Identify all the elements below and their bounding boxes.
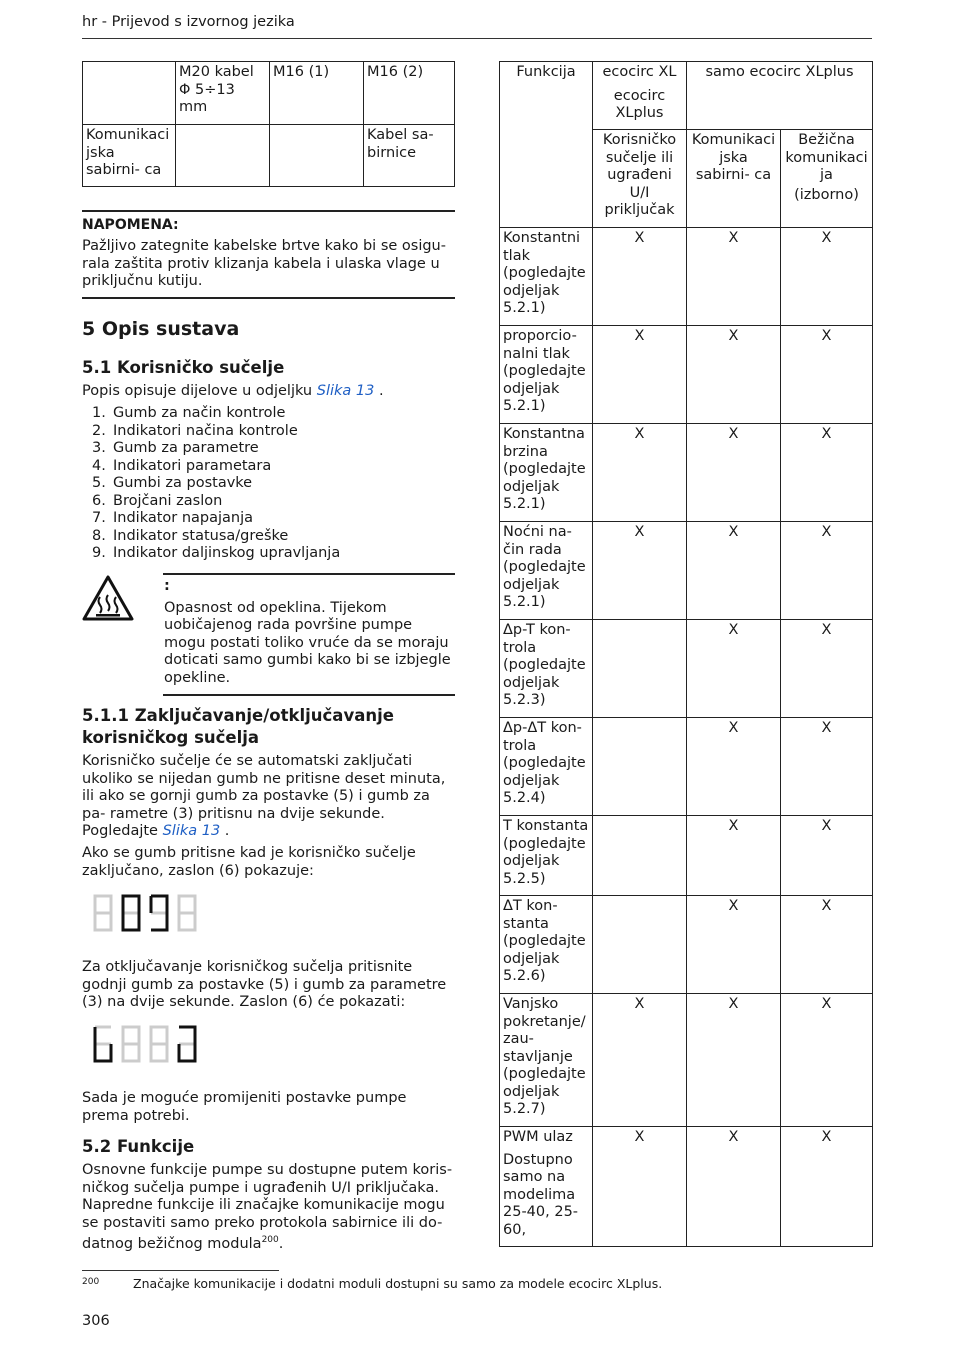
table-row: Δp-ΔT kon- trola (pogledajte odjeljak 5.2.4) X X xyxy=(500,718,873,816)
list-item: 2. Indikatori načina kontrole xyxy=(92,422,298,439)
cable-table-header-1: M20 kabel Φ 5÷13 mm xyxy=(176,62,270,125)
list-item: 1. Gumb za način kontrole xyxy=(92,405,286,421)
section-5-1-intro: Popis opisuje dijelove u odjeljku Slika 13 . xyxy=(82,383,384,399)
table-row: Konstantni tlak (pogledajte odjeljak 5.2.1) X X X xyxy=(500,228,873,326)
section-5-1-1-p1: Korisničko sučelje će se automatski zaključati ukoliko se nijedan gumb ne pritisne deset minuta, ili ako se gornji gumb za postavke (5) i gumb za pa- rametre (3) pritisnu na dvije sekunde. Pogledajte Slika 13 . xyxy=(82,753,446,839)
list-item: 8. Indikator statusa/greške xyxy=(92,527,289,544)
function-table-subheader: Korisničko sučelje ili ugrađeni U/I priključak xyxy=(593,130,687,228)
section-5-title: 5 Opis sustava xyxy=(82,318,240,340)
function-table xyxy=(499,61,873,1247)
function-table-header: Funkcija xyxy=(500,62,593,228)
function-table-subheader: Komunikaci jska sabirni- ca xyxy=(687,130,781,228)
note-bottom-rule xyxy=(82,297,455,299)
cable-table-header-0 xyxy=(83,62,176,125)
function-table-header: ecocirc XL ecocirc XLplus xyxy=(593,62,687,130)
page-header: hr - Prijevod s izvornog jezika xyxy=(82,14,295,30)
table-row: Konstantna brzina (pogledajte odjeljak 5.2.1) X X X xyxy=(500,424,873,522)
note-title: NAPOMENA: xyxy=(82,217,179,233)
section-5-2-text: Osnovne funkcije pumpe su dostupne putem koris- ničkog sučelja pumpe i ugrađenih U/I priključaka. Napredne funkcije ili značajke komunikacije mogu se postaviti samo preko protokola sabirnice ili do- datnog bežičnog modula$^{200}$. xyxy=(82,1162,453,1252)
cable-table xyxy=(82,61,455,187)
figure-link[interactable]: Slika 13 xyxy=(316,383,375,399)
page-number: 306 xyxy=(82,1313,110,1329)
cable-table-cell: Komunikaci jska sabirni- ca xyxy=(83,125,176,187)
warning-text: Opasnost od opeklina. Tijekom uobičajenog rada površine pumpe mogu postati toliko vruće da se moraju doticati samo gumbi kako bi se izbjegle opekline. xyxy=(164,599,451,686)
table-row: Δp-T kon- trola (pogledajte odjeljak 5.2.3) X X xyxy=(500,620,873,718)
table-row: T konstanta (pogledajte odjeljak 5.2.5) X X xyxy=(500,816,873,896)
warning-bottom-rule xyxy=(163,694,455,696)
list-item: 7. Indikator napajanja xyxy=(92,510,254,526)
note-top-rule xyxy=(82,210,455,212)
footnote-rule xyxy=(82,1270,279,1271)
cable-table-cell xyxy=(270,125,364,187)
section-5-1-title: 5.1 Korisničko sučelje xyxy=(82,358,285,377)
footnote-text: Značajke komunikacije i dodatni moduli dostupni su samo za modele ecocirc XLplus. xyxy=(133,1276,663,1291)
unlocked-display-image xyxy=(92,1024,202,1064)
table-row: PWM ulaz Dostupno samo na modelima 25-40, 25-60, X X X xyxy=(500,1127,873,1247)
list-item: 4. Indikatori parametara xyxy=(92,457,272,474)
warning-label: : xyxy=(164,578,170,594)
footnote-number: 200 xyxy=(82,1277,100,1287)
table-row: ΔT kon- stanta (pogledajte odjeljak 5.2.6) X X xyxy=(500,896,873,994)
note-text: Pažljivo zategnite kabelske brtve kako bi se osigu- rala zaštita protiv klizanja kabela i ulaska vlage u priključnu kutiju. xyxy=(82,238,446,289)
table-row: Noćni na- čin rada (pogledajte odjeljak 5.2.1) X X X xyxy=(500,522,873,620)
section-5-1-1-p2: Ako se gumb pritisne kad je korisničko sučelje zaključano, zaslon (6) pokazuje: xyxy=(82,845,416,879)
table-row: proporcio- nalni tlak (pogledajte odjeljak 5.2.1) X X X xyxy=(500,326,873,424)
list-item: 6. Brojčani zaslon xyxy=(92,492,223,509)
warning-top-rule xyxy=(163,573,455,575)
cable-table-header-3: M16 (2) xyxy=(364,62,455,125)
function-table-subheader: Bežična komunikaci ja (izborno) xyxy=(781,130,873,228)
cable-table-header-2: M16 (1) xyxy=(270,62,364,125)
section-5-2-title: 5.2 Funkcije xyxy=(82,1137,195,1156)
header-rule xyxy=(82,38,872,39)
function-table-header: samo ecocirc XLplus xyxy=(687,62,873,130)
section-5-1-1-p3: Za otključavanje korisničkog sučelja pritisnite godnji gumb za postavke (5) i gumb za parametre (3) na dvije sekunde. Zaslon (6) će pokazati: xyxy=(82,959,447,1010)
list-item: 3. Gumb za parametre xyxy=(92,440,259,456)
footnote-ref[interactable]: 200 xyxy=(261,1235,279,1245)
parts-list xyxy=(92,405,452,563)
list-item: 5. Gumbi za postavke xyxy=(92,475,253,491)
table-row: Vanjsko pokretanje/ zau- stavljanje (pogledajte odjeljak 5.2.7) X X X xyxy=(500,994,873,1127)
cable-table-cell: Kabel sa- birnice xyxy=(364,125,455,187)
section-5-1-1-p4: Sada je moguće promijeniti postavke pumpe prema potrebi. xyxy=(82,1090,407,1124)
warning-box xyxy=(164,578,455,687)
locked-display-image xyxy=(92,893,202,933)
section-5-1-1-title: 5.1.1 Zaključavanje/otključavanje korisničkog sučelja xyxy=(82,706,394,747)
figure-link[interactable]: Slika 13 xyxy=(162,823,221,839)
hot-surface-warning-icon xyxy=(82,575,134,621)
list-item: 9. Indikator daljinskog upravljanja xyxy=(92,545,341,561)
cable-table-cell xyxy=(176,125,270,187)
